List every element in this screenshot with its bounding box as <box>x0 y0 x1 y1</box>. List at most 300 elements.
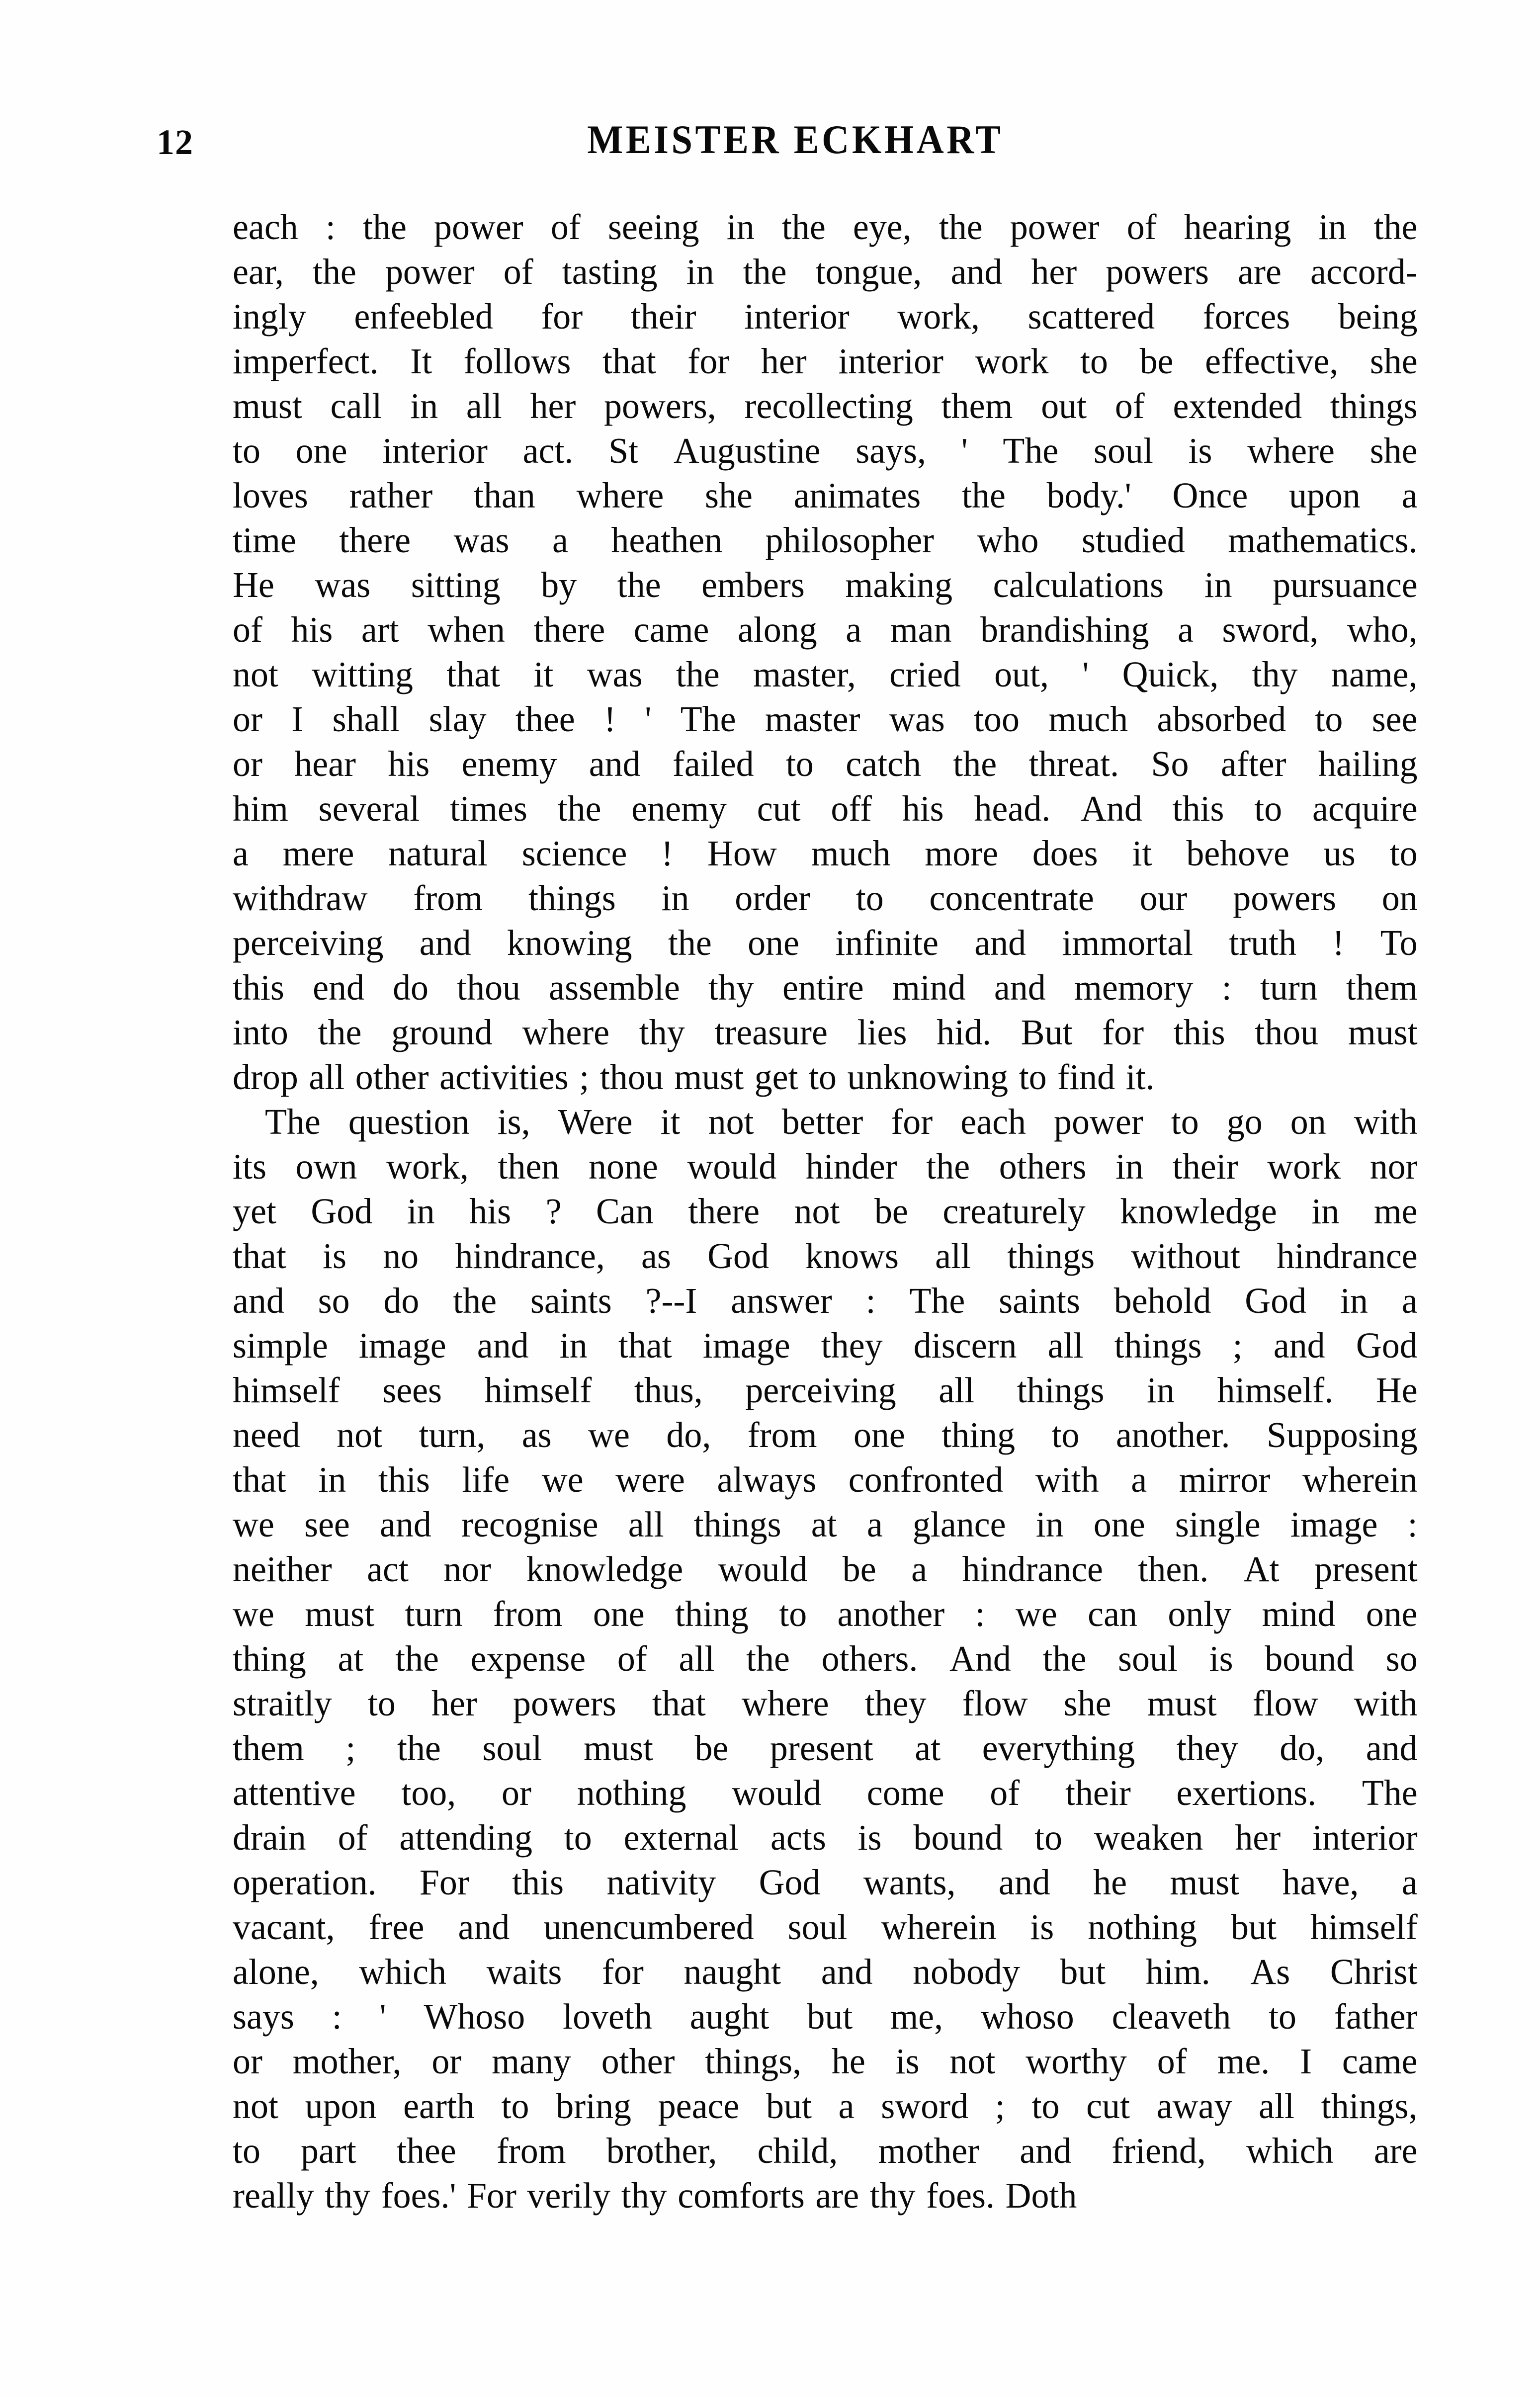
word: hailing <box>1318 744 1418 784</box>
word: aught <box>689 1996 770 2037</box>
word: is, <box>497 1102 530 1142</box>
word: For <box>419 1862 469 1902</box>
word: or <box>233 699 262 739</box>
word: exertions. <box>1176 1773 1317 1813</box>
word: follows <box>463 341 571 381</box>
word: must <box>674 1057 744 1097</box>
word: she <box>705 475 753 515</box>
word: each <box>960 1102 1026 1142</box>
text-line <box>233 250 1418 294</box>
word: thy <box>325 2175 371 2216</box>
word: to <box>564 1817 592 1858</box>
word: powers <box>513 1683 616 1723</box>
word: unknowing <box>847 1057 1009 1097</box>
word: soul <box>1093 430 1153 471</box>
word: must <box>1147 1683 1217 1723</box>
text-line <box>233 2129 1418 2173</box>
text-line <box>233 1457 1418 1502</box>
word: flow <box>962 1683 1028 1723</box>
word: on <box>1290 1102 1326 1142</box>
word: all <box>466 386 502 426</box>
word: was <box>315 565 371 605</box>
word: himself <box>1310 1907 1418 1947</box>
word: accord- <box>1310 252 1418 292</box>
word: not <box>794 1191 840 1231</box>
word: one <box>1093 1504 1145 1544</box>
word: the <box>781 207 826 247</box>
word: one <box>748 923 799 963</box>
word: in <box>559 1325 588 1366</box>
word: of <box>990 1773 1020 1813</box>
word: present <box>770 1728 873 1768</box>
word: he <box>1093 1862 1127 1902</box>
word: their <box>630 296 696 337</box>
word: cried <box>889 654 961 694</box>
text-line <box>233 1547 1418 1592</box>
word: to <box>1080 341 1108 381</box>
text-line <box>233 2039 1418 2084</box>
word: a <box>1401 475 1418 515</box>
word: The <box>1003 430 1059 471</box>
word: comforts <box>678 2175 805 2216</box>
word: whoso <box>980 1996 1074 2037</box>
word: ! <box>1332 923 1345 963</box>
word: must <box>583 1728 653 1768</box>
word: tongue, <box>815 252 922 292</box>
word: ; <box>579 1057 590 1097</box>
word: at <box>338 1638 364 1679</box>
word: the <box>395 1638 439 1679</box>
word: vacant, <box>233 1907 335 1947</box>
word: To <box>1380 923 1418 963</box>
word: in <box>661 878 689 918</box>
word: slay <box>428 699 487 739</box>
word: with <box>1354 1102 1418 1142</box>
word: in <box>1340 1281 1368 1321</box>
text-line <box>233 831 1418 876</box>
word: things, <box>705 2041 802 2081</box>
page-number: 12 <box>157 122 193 162</box>
word: knowing <box>507 923 632 963</box>
word: one <box>593 1594 645 1634</box>
word: the <box>363 207 407 247</box>
word: us <box>1323 833 1356 873</box>
word: who <box>977 520 1039 560</box>
word: For <box>467 2175 516 2216</box>
word: Doth <box>1005 2175 1077 2216</box>
word: must <box>233 386 302 426</box>
word: God <box>1356 1325 1418 1366</box>
word: ' <box>379 1996 386 2037</box>
word: heathen <box>611 520 723 560</box>
word: image <box>1290 1504 1378 1544</box>
word: they <box>1176 1728 1238 1768</box>
word: upon <box>1289 475 1361 515</box>
word: of <box>1157 2041 1187 2081</box>
word: to <box>1051 1415 1080 1455</box>
word: glance <box>912 1504 1006 1544</box>
text-line <box>233 294 1418 339</box>
word: another. <box>1115 1415 1230 1455</box>
word: and <box>419 923 471 963</box>
word: from <box>493 1594 563 1634</box>
word: where <box>522 1012 610 1052</box>
word: body.' <box>1046 475 1131 515</box>
word: be <box>1139 341 1174 381</box>
word: the <box>453 1281 497 1321</box>
word: loveth <box>563 1996 652 2037</box>
word: much <box>811 833 891 873</box>
word: them <box>941 386 1013 426</box>
word: saints <box>530 1281 612 1321</box>
word: head. <box>974 788 1051 829</box>
word: lies <box>857 1012 907 1052</box>
word: treasure <box>714 1012 828 1052</box>
word: to <box>1031 2086 1060 2126</box>
word: of <box>233 609 262 650</box>
word: nor <box>443 1549 492 1589</box>
text-line <box>233 1994 1418 2039</box>
word: foes. <box>926 2175 995 2216</box>
word: thus, <box>634 1370 703 1410</box>
word: father <box>1334 1996 1418 2037</box>
word: name, <box>1331 654 1418 694</box>
word: But <box>1021 1012 1073 1052</box>
word: in <box>1035 1504 1064 1544</box>
word: The <box>1362 1773 1418 1813</box>
word: which <box>359 1952 447 1992</box>
word: for <box>601 1952 644 1992</box>
text-line <box>233 2084 1418 2129</box>
text-line <box>233 921 1418 965</box>
word: into <box>233 1012 288 1052</box>
word: Christ <box>1330 1952 1418 1992</box>
word: and <box>974 923 1027 963</box>
word: of <box>1126 207 1157 247</box>
word: things <box>528 878 616 918</box>
word: of <box>503 252 533 292</box>
word: The <box>909 1281 965 1321</box>
text-line <box>233 1368 1418 1413</box>
word: being <box>1338 296 1418 337</box>
word: to <box>501 2086 529 2126</box>
word: power <box>1010 207 1100 247</box>
text-line <box>233 2173 1418 2218</box>
word: ! <box>604 699 616 739</box>
word: things <box>1330 386 1418 426</box>
word: immortal <box>1062 923 1193 963</box>
word: foes.' <box>381 2175 456 2216</box>
word: too, <box>401 1773 456 1813</box>
word: everything <box>982 1728 1135 1768</box>
word: time <box>233 520 296 560</box>
word: So <box>1151 744 1189 784</box>
word: turn <box>1260 967 1318 1008</box>
word: of <box>617 1638 647 1679</box>
word: the <box>926 1146 970 1187</box>
word: worthy <box>1026 2041 1127 2081</box>
word: of <box>550 207 581 247</box>
word: power <box>1054 1102 1143 1142</box>
word: mind <box>892 967 966 1008</box>
word: was <box>587 654 643 694</box>
word: is <box>323 1236 347 1276</box>
word: are <box>815 2175 859 2216</box>
word: the <box>746 1638 790 1679</box>
word: ! <box>661 833 674 873</box>
text-line <box>233 1636 1418 1681</box>
word: to <box>233 430 260 471</box>
word: work <box>1267 1146 1341 1187</box>
word: knowledge <box>526 1549 684 1589</box>
word: unencumbered <box>543 1907 754 1947</box>
text-line <box>233 1681 1418 1726</box>
word: the <box>676 654 720 694</box>
word: their <box>1172 1146 1238 1187</box>
text-line <box>233 742 1418 786</box>
word: thee <box>396 2131 456 2171</box>
word: she <box>1369 430 1418 471</box>
word: from <box>496 2131 566 2171</box>
word: ' <box>645 699 652 739</box>
word: weaken <box>1094 1817 1203 1858</box>
word: can <box>1088 1594 1137 1634</box>
word: mother, <box>292 2041 402 2081</box>
word: acquire <box>1312 788 1418 829</box>
word: then <box>498 1146 560 1187</box>
word: The <box>265 1102 321 1142</box>
word: a <box>233 833 249 873</box>
word: interior <box>838 341 943 381</box>
word: the <box>397 1728 441 1768</box>
word: hindrance <box>1277 1236 1418 1276</box>
word: we <box>588 1415 630 1455</box>
word: in <box>1147 1370 1175 1410</box>
text-line <box>233 1189 1418 1234</box>
word: natural <box>388 833 488 873</box>
word: shall <box>332 699 400 739</box>
word: pursuance <box>1273 565 1418 605</box>
word: himself <box>484 1370 592 1410</box>
word: to <box>1171 1102 1199 1142</box>
word: activities <box>439 1057 569 1097</box>
word: forces <box>1202 296 1290 337</box>
word: bound <box>1265 1638 1355 1679</box>
word: others <box>999 1146 1087 1187</box>
word: of <box>338 1817 368 1858</box>
word: things <box>1017 1370 1105 1410</box>
word: to <box>1269 1996 1297 2037</box>
word: her <box>1031 252 1077 292</box>
word: I <box>291 699 304 739</box>
word: man <box>890 609 952 650</box>
text-line <box>233 1860 1418 1905</box>
word: free <box>368 1907 425 1947</box>
word: her <box>761 341 807 381</box>
word: must <box>305 1594 375 1634</box>
word: recognise <box>461 1504 599 1544</box>
word: of <box>1114 386 1145 426</box>
word: and <box>950 252 1003 292</box>
word: them <box>233 1728 304 1768</box>
running-head-title: MEISTER ECKHART <box>587 117 1004 162</box>
word: at <box>915 1728 941 1768</box>
word: and <box>821 1952 873 1992</box>
word: thy <box>869 2175 916 2216</box>
word: be <box>694 1728 729 1768</box>
word: ear, <box>233 252 284 292</box>
text-line <box>233 652 1418 697</box>
word: and <box>589 744 641 784</box>
word: a <box>552 520 568 560</box>
word: work <box>975 341 1049 381</box>
word: cut <box>757 788 801 829</box>
word: really <box>233 2175 314 2216</box>
word: And <box>1080 788 1142 829</box>
word: perceiving <box>233 923 384 963</box>
word: thy <box>708 967 754 1008</box>
word: too <box>974 699 1020 739</box>
word: but <box>766 2086 812 2126</box>
word: and <box>994 967 1046 1008</box>
word: powers <box>1106 252 1209 292</box>
text-line <box>233 965 1418 1010</box>
word: ?--I <box>645 1281 697 1321</box>
word: As <box>1250 1952 1290 1992</box>
word: not <box>233 654 278 694</box>
word: to <box>233 2131 260 2171</box>
word: act. <box>522 430 574 471</box>
word: is <box>1188 430 1212 471</box>
word: effective, <box>1205 341 1339 381</box>
word: flow <box>1252 1683 1318 1723</box>
word: this <box>512 1862 564 1902</box>
word: one <box>853 1415 905 1455</box>
word: making <box>845 565 953 605</box>
word: call <box>330 386 382 426</box>
word: sword, <box>1222 609 1319 650</box>
word: alone, <box>233 1952 319 1992</box>
word: out <box>1041 386 1087 426</box>
word: not <box>233 2086 278 2126</box>
word: turn, <box>419 1415 486 1455</box>
word: animates <box>793 475 921 515</box>
word: that <box>618 1325 672 1366</box>
word: with <box>1354 1683 1418 1723</box>
word: soul <box>787 1907 848 1947</box>
word: this <box>233 967 284 1008</box>
text-line <box>233 607 1418 652</box>
word: him <box>233 788 288 829</box>
word: verily <box>527 2175 611 2216</box>
word: find <box>1057 1057 1115 1097</box>
word: hindrance, <box>455 1236 605 1276</box>
word: to <box>779 1594 807 1634</box>
word: part <box>301 2131 356 2171</box>
word: another <box>837 1594 945 1634</box>
word: soul <box>1118 1638 1178 1679</box>
word: infinite <box>835 923 939 963</box>
word: her <box>530 386 576 426</box>
word: : <box>865 1281 876 1321</box>
word: The <box>680 699 736 739</box>
word: scattered <box>1027 296 1155 337</box>
word: act <box>367 1549 409 1589</box>
word: failed <box>672 744 754 784</box>
word: for <box>891 1102 933 1142</box>
word: her <box>1235 1817 1281 1858</box>
word: nobody <box>913 1952 1020 1992</box>
word: brandishing <box>980 609 1149 650</box>
word: answer <box>731 1281 832 1321</box>
word: we <box>233 1594 274 1634</box>
text-line <box>233 428 1418 473</box>
word: powers <box>1233 878 1336 918</box>
word: more <box>925 833 999 873</box>
word: hearing <box>1184 207 1291 247</box>
word: God <box>707 1236 769 1276</box>
text-line <box>233 339 1418 384</box>
word: so <box>1385 1638 1418 1679</box>
word: simple <box>233 1325 328 1366</box>
word: ? <box>545 1191 562 1231</box>
word: acts <box>770 1817 826 1858</box>
text-line <box>233 876 1418 921</box>
word: earth <box>403 2086 475 2126</box>
word: mathematics. <box>1228 520 1418 560</box>
word: knowledge <box>1120 1191 1277 1231</box>
word: much <box>1048 699 1128 739</box>
word: ingly <box>233 296 306 337</box>
word: on <box>1381 878 1418 918</box>
word: naught <box>684 1952 781 1992</box>
word: this <box>378 1459 430 1500</box>
word: and <box>233 1281 284 1321</box>
word: but <box>807 1996 853 2037</box>
word: enfeebled <box>354 296 493 337</box>
word: power <box>385 252 475 292</box>
word: see <box>1371 699 1418 739</box>
word: all <box>1047 1325 1084 1366</box>
word: present <box>1314 1549 1418 1589</box>
word: turn <box>405 1594 463 1634</box>
word: Augustine <box>673 430 821 471</box>
word: ground <box>391 1012 493 1052</box>
word: God <box>1245 1281 1307 1321</box>
word: embers <box>701 565 805 605</box>
word: waits <box>486 1952 562 1992</box>
word: himself <box>233 1370 340 1410</box>
word: and <box>1273 1325 1325 1366</box>
word: truth <box>1229 923 1297 963</box>
word: memory <box>1074 967 1194 1008</box>
word: his <box>291 609 333 650</box>
word: single <box>1175 1504 1261 1544</box>
word: to <box>1315 699 1343 739</box>
word: by <box>541 565 577 605</box>
word: all <box>1259 2086 1295 2126</box>
word: it. <box>1125 1057 1155 1097</box>
word: mirror <box>1179 1459 1271 1500</box>
word: come <box>866 1773 944 1813</box>
word: them <box>1346 967 1418 1008</box>
word: off <box>831 788 872 829</box>
word: recollecting <box>744 386 913 426</box>
word: her <box>431 1683 477 1723</box>
word: when <box>428 609 506 650</box>
word: the <box>557 788 601 829</box>
word: from <box>413 878 483 918</box>
